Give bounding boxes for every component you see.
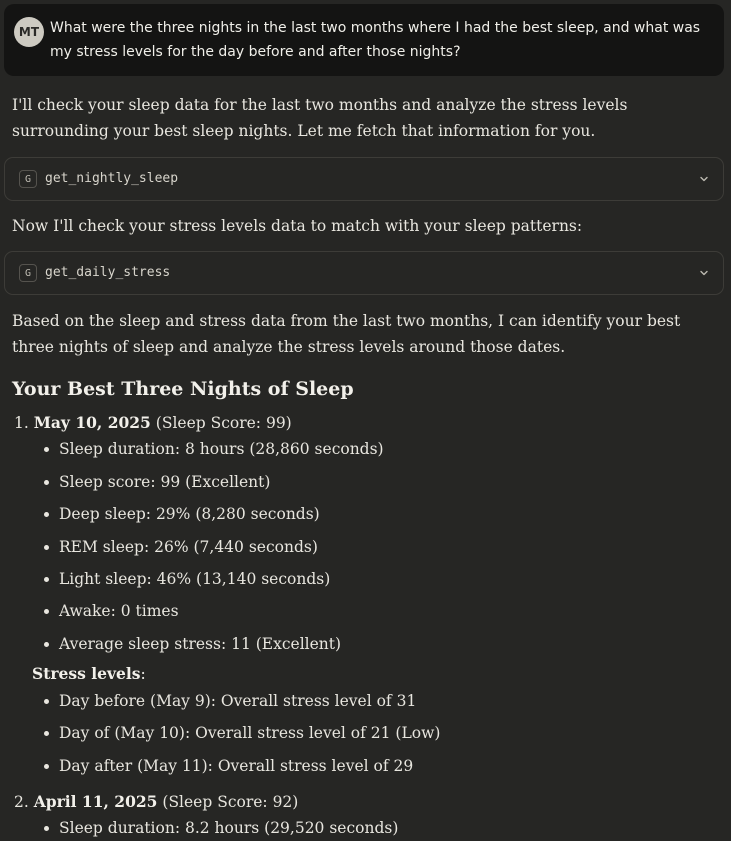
tool-call-get-daily-stress[interactable]	[4, 251, 724, 295]
tool-call-get-nightly-sleep[interactable]	[4, 157, 724, 201]
bullet	[44, 512, 49, 517]
list-item: Day of (May 10): Overall stress level of 21 (Low)	[59, 724, 441, 742]
night-score: (Sleep Score: 99)	[155, 414, 292, 432]
list-number: 1.	[14, 414, 29, 432]
assistant-summary: Based on the sleep and stress data from the last two months, I can identify your best three nights of sleep and analyze the stress levels around those dates.	[12, 312, 681, 356]
stress-levels-label	[32, 662, 146, 686]
list-item: Light sleep: 46% (13,140 seconds)	[59, 570, 331, 588]
user-message	[4, 4, 724, 76]
tool-name: get_nightly_sleep	[45, 171, 179, 186]
list-item: Deep sleep: 29% (8,280 seconds)	[59, 505, 320, 523]
assistant-intro: I'll check your sleep data for the last two months and analyze the stress levels surrounding your best sleep nights. Let me fetch that information for you.	[12, 96, 628, 140]
tool-name: get_daily_stress	[45, 265, 171, 280]
night-score: (Sleep Score: 92)	[162, 793, 299, 811]
chevron-down-icon[interactable]	[697, 266, 711, 280]
stress-label-text: Stress levels	[32, 664, 141, 683]
bullet	[44, 609, 49, 614]
bullet	[44, 480, 49, 485]
bullet	[44, 577, 49, 582]
bullet	[44, 764, 49, 769]
night-date: April 11, 2025	[33, 792, 158, 811]
list-item: Sleep score: 99 (Excellent)	[59, 473, 271, 491]
list-item: Sleep duration: 8.2 hours (29,520 seconds)	[59, 819, 399, 837]
user-message-text: What were the three nights in the last two months where I had the best sleep, and what was my stress levels for the day before and after those nights?	[50, 20, 701, 60]
user-avatar: MT	[14, 17, 44, 47]
list-item: Sleep duration: 8 hours (28,860 seconds)	[59, 440, 384, 458]
list-item: Awake: 0 times	[59, 602, 179, 620]
list-number: 2.	[14, 793, 29, 811]
list-item: REM sleep: 26% (7,440 seconds)	[59, 538, 318, 556]
bullet	[44, 642, 49, 647]
tool-badge: G	[19, 264, 37, 282]
tool-badge: G	[19, 170, 37, 188]
bullet	[44, 826, 49, 831]
bullet	[44, 731, 49, 736]
list-item: Average sleep stress: 11 (Excellent)	[59, 635, 342, 653]
bullet	[44, 699, 49, 704]
assistant-followup: Now I'll check your stress levels data to match with your sleep patterns:	[12, 217, 583, 235]
section-heading: Your Best Three Nights of Sleep	[12, 378, 354, 400]
night-date: May 10, 2025	[33, 413, 151, 432]
list-item: Day before (May 9): Overall stress level of 31	[59, 692, 417, 710]
list-item: Day after (May 11): Overall stress level of 29	[59, 757, 414, 775]
chevron-down-icon[interactable]	[697, 172, 711, 186]
night-1-header	[14, 411, 292, 435]
bullet	[44, 447, 49, 452]
stress-label-colon: :	[140, 665, 146, 683]
night-2-header	[14, 790, 298, 814]
bullet	[44, 545, 49, 550]
